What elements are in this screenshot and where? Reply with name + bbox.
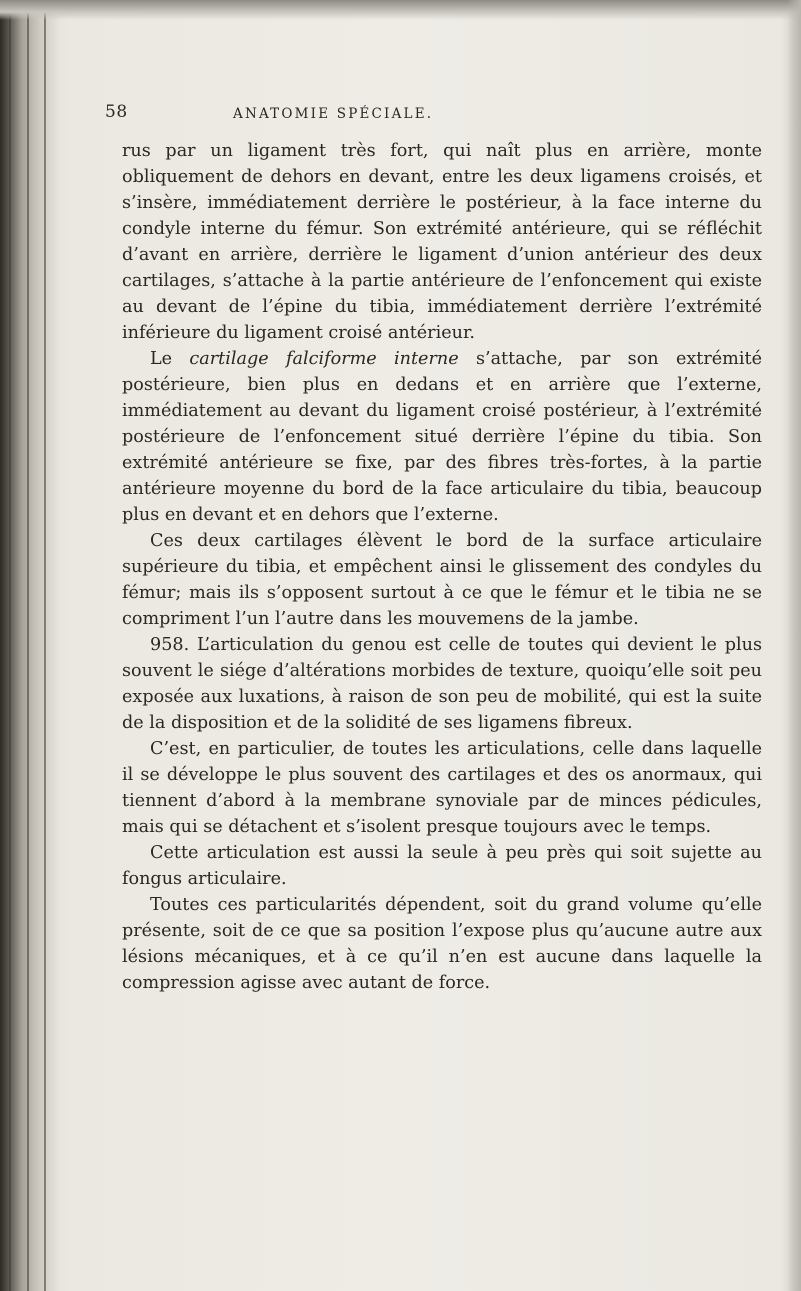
paragraph: 958. L’articulation du genou est celle de toutes qui devient le plus souvent le siége d’altérations morbides de texture, quoiqu’elle soit peu exposée aux luxations, à raison de son peu de mobilité, qui est la suite de la disposition et de la solidité de ses ligamens fibreux. [122,635,762,733]
page-header [105,100,765,130]
paragraph: Le cartilage falciforme interne s’attache, par son extrémité postérieure, bien plus en dedans et en arrière que l’externe, immédiatement au devant du ligament croisé postérieur, à l’extrémité postérieure de l’enfoncement situé derrière l’épine du tibia. Son extrémité antérieure se fixe, par des fibres très-fortes, à la partie antérieure moyenne du bord de la face articulaire du tibia, beaucoup plus en devant et en dehors que l’externe. [122,349,762,525]
paragraph: rus par un ligament très fort, qui naît plus en arrière, monte obliquement de dehors en devant, entre les deux ligamens croisés, et s’insère, immédiatement derrière le postérieur, à la face interne du condyle interne du fémur. Son extrémité antérieure, qui se réfléchit d’avant en arrière, derrière le ligament d’union antérieur des deux cartilages, s’attache à la partie antérieure de l’enfoncement qui existe au devant de l’épine du tibia, immédiatement derrière l’extrémité inférieure du ligament croisé antérieur. [122,141,762,343]
page-right-edge [787,0,801,1291]
paragraph: Ces deux cartilages élèvent le bord de la surface articulaire supérieure du tibia, et empêchent ainsi le glissement des condyles du fémur; mais ils s’opposent surtout à ce que le fémur et le tibia ne se compriment l’un l’autre dans les mouvemens de la jambe. [122,531,762,629]
paragraph: Cette articulation est aussi la seule à peu près qui soit sujette au fongus articulaire. [122,843,762,889]
page-number: 58 [105,102,128,122]
paragraph: C’est, en particulier, de toutes les articulations, celle dans laquelle il se développe le plus souvent des cartilages et des os anormaux, qui tiennent d’abord à la membrane synoviale par de minces pédicules, mais qui se détachent et s’isolent presque toujours avec le temps. [122,739,762,837]
running-head: ANATOMIE SPÉCIALE. [233,106,434,122]
spine-line [9,0,11,1291]
spine-line [44,0,46,1291]
paragraph: Toutes ces particularités dépendent, soit du grand volume qu’elle présente, soit de ce que sa position l’expose plus qu’aucune autre aux lésions mécaniques, et à ce qu’il n’en est aucune dans laquelle la compression agisse avec autant de force. [122,895,762,993]
page-top-edge [0,0,801,20]
body-text [122,138,762,996]
spine-line [27,0,29,1291]
emphasis-term: cartilage falciforme interne [189,349,459,369]
